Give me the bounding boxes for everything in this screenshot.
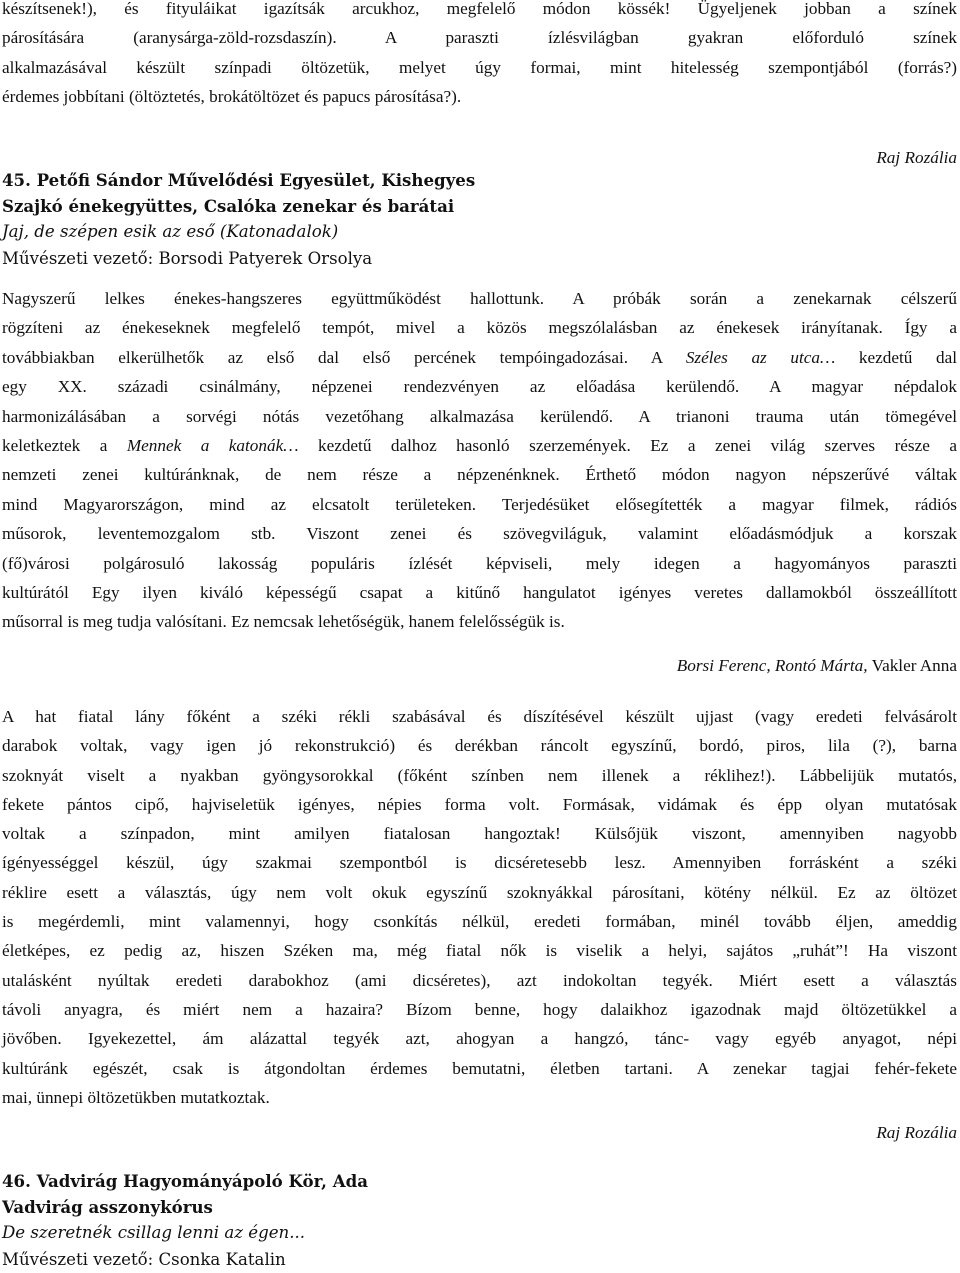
signature: Raj Rozália [876, 1123, 957, 1142]
text-line: kultúrától Egy ilyen kiváló képességű csapat a kitűnő hangulatot igényes veretes dallamokból összeállított [2, 582, 957, 602]
text-line: életképes, ez pedig az, hiszen Széken ma, még fiatal nők is viselik a helyi, sajátos „ruhát”! Ha viszont [2, 941, 957, 961]
text-line: ígényességgel készül, úgy szakmai szempontból is dicséretesebb lesz. Amennyiben forrásként a széki [2, 853, 957, 873]
text-line: mind Magyarországon, mind az elcsatolt területeken. Terjedésüket elősegítették a magyar filmek, rádiós [2, 494, 957, 514]
text-line: kultúránk egészét, csak is átgondoltan érdemes bemutatni, életben tartani. A zenekar tagjai fehér-fekete [2, 1058, 957, 1078]
text-line: mai, ünnepi öltözetükben mutatkoztak. [2, 1087, 270, 1107]
text-line: távoli anyagra, és miért nem a hazaira? Bízom benne, hogy dalaikhoz igazodnak majd öltözetükkel a [2, 999, 957, 1019]
text-line: fekete pántos cipő, hajviseletük igényes, népies forma volt. Formásak, vidámak és épp olyan mutatósak [2, 794, 957, 814]
entry-45-costume-review [2, 702, 957, 1112]
song-title: De szeretnék csillag lenni az égen... [2, 1223, 306, 1243]
text-line: voltak a színpadon, mint amilyen fiatalosan hangoztak! Külsőjük viszont, amennyiben nagyobb [2, 824, 957, 844]
song-reference: Mennek a katonák… [126, 435, 299, 455]
ensemble-name: Szajkó énekegyüttes, Csalóka zenekar és barátai [2, 196, 455, 217]
ensemble-name: Vadvirág asszonykórus [2, 1197, 213, 1218]
text-line: egy XX. századi csinálmány, népzenei rendezvényen az előadása kerülendő. A magyar népdalok [2, 377, 957, 397]
signature-names: Borsi Ferenc, Rontó Márta, [676, 656, 868, 675]
text-line: rögzíteni az énekeseknek megfelelő tempót, mivel a közös megszólalásban az énekesek irányítanak. Így a [2, 318, 957, 338]
song-reference: Széles az utca… [685, 347, 836, 367]
text-line: műsorral is meg tudja valósítani. Ez nemcsak lehetőségük, hanem felelősségük is. [2, 612, 565, 632]
text-line [2, 431, 957, 460]
text-segment: továbbiakban elkerülhetők az első dal első percének tempóingadozásai. A [2, 347, 663, 367]
intro-paragraph [2, 0, 957, 112]
text-line: műsorok, leventemozgalom stb. Viszont zenei és szövegviláguk, valamint előadásmódjuk a korszak [2, 524, 957, 544]
text-line [2, 343, 957, 372]
signature: Raj Rozália [876, 148, 957, 167]
text-line: nemzeti zenei kultúránknak, de nem része a népzenénknek. Érthető módon nagyon népszerűvé váltak [2, 465, 957, 485]
text-line: is megérdemli, mint valamennyi, hogy csonkítás nélkül, eredeti formában, minél tovább éljen, ameddig [2, 912, 957, 932]
reviewer-signature [677, 651, 957, 680]
signature-name: Vakler Anna [871, 656, 957, 675]
entry-title: 46. Vadvirág Hagyományápoló Kör, Ada [2, 1171, 368, 1191]
entry-46-header [2, 1168, 957, 1273]
artistic-director: Művészeti vezető: Csonka Katalin [2, 1249, 286, 1269]
text-line: érdemes jobbítani (öltöztetés, brokátöltözet és papucs párosítása?). [2, 87, 462, 107]
song-title: Jaj, de szépen esik az eső (Katonadalok) [2, 222, 339, 242]
text-line: darabok voltak, vagy igen jó rekonstrukció) és derékban ráncolt egyszínű, bordó, piros, lila (?), barna [2, 736, 957, 756]
text-line: harmonizálásában a sorvégi nótás vezetőhang alkalmazása kerülendő. A trianoni trauma után tömegével [2, 406, 957, 426]
text-line: jövőben. Igyekezettel, ám alázattal tegyék azt, ahogyan a hangzó, tánc- vagy egyéb anyagot, népi [2, 1029, 957, 1049]
entry-45-review [2, 284, 957, 637]
text-line: A hat fiatal lány főként a széki rékli szabásával és díszítésével készült ujjast (vagy eredeti felvásárolt [2, 707, 957, 726]
entry-title: 45. Petőfi Sándor Művelődési Egyesület, Kishegyes [2, 170, 476, 190]
text-line: készítsenek!), és fityuláikat igazítsák arcukhoz, megfelelő módon kössék! Ügyeljenek jobban a színek [2, 0, 957, 18]
text-line: Nagyszerű lelkes énekes-hangszeres együttműködést hallottunk. A próbák során a zenekarnak célszerű [2, 289, 957, 308]
text-segment: keletkeztek a [2, 435, 108, 455]
entry-45-header [2, 167, 957, 272]
text-line: párosítására (aranysárga-zöld-rozsdaszín). A paraszti ízlésvilágban gyakran előforduló színek [2, 28, 957, 48]
text-segment: kezdetű dal [858, 347, 957, 367]
text-line: réklire esett a választás, úgy nem volt okuk egyszínű szoknyákkal párosítani, kötény nélkül. Ez az öltözet [2, 882, 957, 902]
text-line: utalásként nyúltak eredeti darabokhoz (ami dicséretes), azt indokoltan tegyék. Miért esett a választás [2, 970, 957, 990]
text-line: (fő)városi polgárosuló lakosság populáris ízlését képviseli, mely idegen a hagyományos paraszti [2, 553, 957, 573]
artistic-director: Művészeti vezető: Borsodi Patyerek Orsolya [2, 248, 373, 268]
text-line: szoknyát viselt a nyakban gyöngysorokkal (főként színben nem illenek a réklihez!). Lábbelijük mutatós, [2, 765, 957, 785]
text-segment: kezdetű dalhoz hasonló szerzemények. Ez a zenei világ szerves része a [317, 435, 957, 455]
text-line: alkalmazásával készült színpadi öltözetük, melyet úgy formai, mint hitelesség szempontjából (forrás?) [2, 57, 957, 77]
